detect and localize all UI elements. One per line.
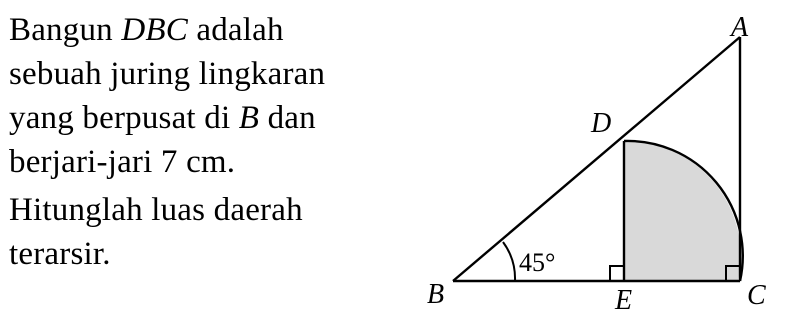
text-segment: dan (259, 100, 316, 136)
math-variable: DBC (121, 12, 188, 48)
angle-label-45: 45° (519, 248, 556, 277)
point-label-E: E (615, 285, 633, 316)
point-label-A: A (731, 12, 749, 43)
right-angle-marker-E (610, 266, 624, 281)
text-segment: adalah (187, 12, 284, 48)
math-variable: B (238, 100, 260, 136)
text-segment: sebuah juring lingkaran (9, 56, 326, 92)
text-segment: Hitunglah luas daerah (9, 192, 303, 228)
text-segment: yang berpusat di (9, 100, 239, 136)
point-label-B: B (427, 279, 445, 310)
text-segment: berjari-jari 7 cm. (9, 144, 236, 180)
text-segment: terarsir. (9, 236, 111, 272)
shaded-region (624, 141, 741, 281)
point-label-C: C (747, 280, 766, 311)
point-label-D: D (591, 108, 612, 139)
text-segment: Bangun (9, 12, 122, 48)
angle-arc (503, 242, 515, 281)
